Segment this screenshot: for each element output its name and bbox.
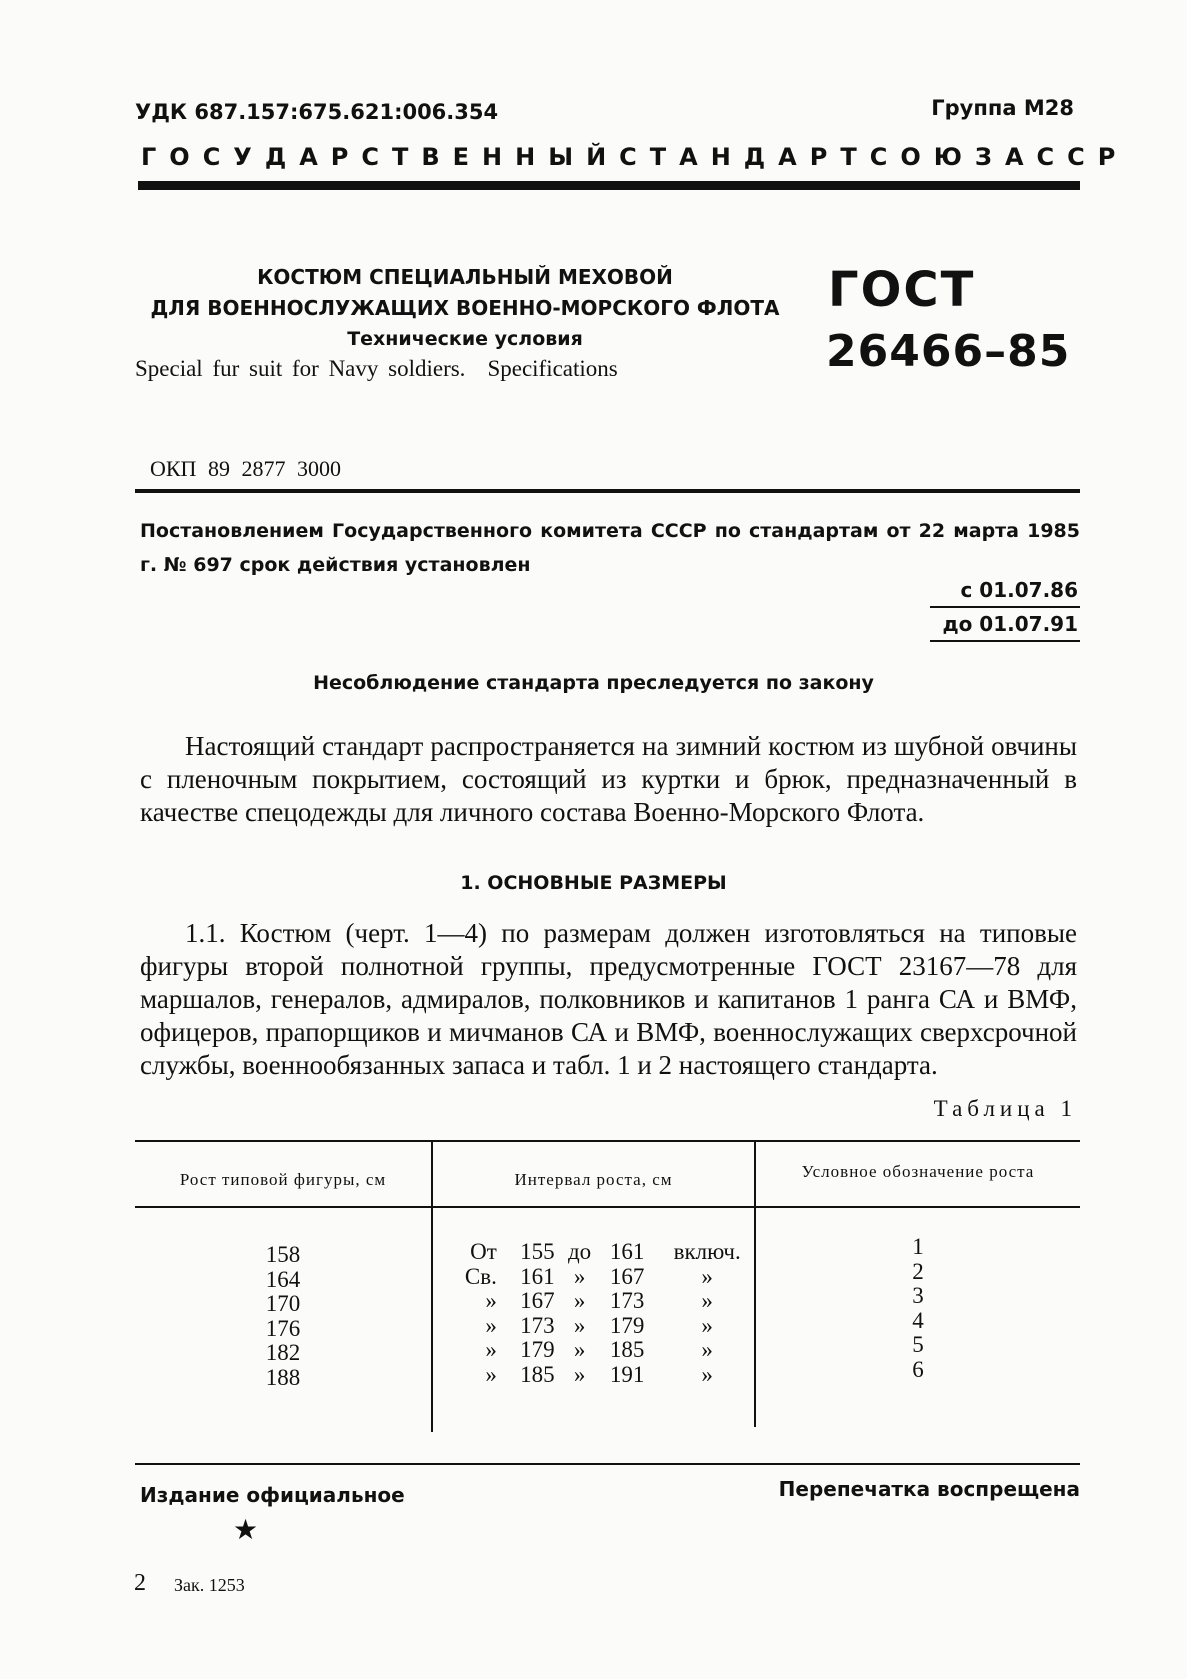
interval-prefix: »: [485, 1312, 497, 1338]
table-cell: 176: [265, 1315, 301, 1341]
interval-from: 173: [520, 1312, 555, 1338]
banner-word-4: ССР: [1036, 143, 1129, 171]
interval-to: 167: [609, 1263, 645, 1289]
law-notice: Несоблюдение стандарта преследуется по закону: [313, 672, 874, 694]
decree-text: Постановлением Государственного комитета СССР по стандартам от 22 марта 1985 г. № 697 срок действия установлен: [140, 520, 1080, 576]
interval-from: 161: [520, 1263, 555, 1289]
interval-suffix: »: [701, 1288, 713, 1313]
interval-prefix: »: [485, 1361, 497, 1387]
title-line-1: КОСТЮМ СПЕЦИАЛЬНЫЙ МЕХОВОЙ: [257, 265, 673, 289]
table-column-heights: [135, 1243, 431, 1390]
table-label: Таблица 1: [933, 1096, 1077, 1121]
title-block: [135, 262, 795, 384]
reprint-notice: Перепечатка воспрещена: [778, 1477, 1080, 1501]
interval-from: 185: [520, 1361, 555, 1387]
banner-word-3: СОЮЗА: [869, 143, 1037, 171]
table-header-rule: [135, 1206, 1080, 1208]
subtitle: Технические условия: [347, 328, 583, 350]
english-title-sub: Specifications: [487, 356, 618, 381]
udk-code: УДК 687.157:675.621:006.354: [135, 100, 499, 124]
spacer: [644, 1363, 664, 1388]
table-column-codes: [756, 1235, 1080, 1382]
interval-suffix: »: [701, 1312, 713, 1338]
validity-dates: [930, 574, 1080, 642]
table-row: [445, 1314, 750, 1339]
table-cell: 3: [912, 1283, 924, 1308]
okp-code: ОКП 89 2877 3000: [150, 456, 341, 481]
table-cell: 164: [265, 1266, 301, 1292]
interval-prefix: »: [485, 1337, 497, 1362]
table-header-code: Условное обозначение роста: [801, 1162, 1035, 1181]
footer-rule: [135, 1463, 1080, 1465]
interval-suffix: »: [701, 1361, 713, 1387]
section-paragraph: 1.1. Костюм (черт. 1—4) по размерам должен изготовляться на типовые фигуры второй полнотной группы, предусмотренные ГОСТ 23167—78 для маршалов, генералов, адмиралов, полковников и капитанов 1 ранга СА и ВМФ, офицеров, прапорщиков и мичманов СА и ВМФ, военнослужащих сверхсрочной службы, военнообязанных запаса и табл. 1 и 2 настоящего стандарта.: [140, 918, 1077, 1080]
interval-sep: »: [573, 1263, 586, 1289]
table-column-intervals: [445, 1240, 750, 1387]
interval-suffix: »: [701, 1263, 713, 1289]
table-header-height: Рост типовой фигуры, см: [179, 1170, 387, 1189]
valid-to: до 01.07.91: [930, 606, 1080, 642]
table-cell: 5: [912, 1332, 924, 1357]
interval-to: 179: [609, 1312, 645, 1338]
interval-from: 167: [520, 1288, 555, 1313]
interval-to: 161: [609, 1239, 645, 1264]
english-title: [135, 354, 795, 384]
interval-to: 185: [609, 1337, 645, 1362]
interval-prefix: От: [470, 1239, 497, 1264]
table-cell: 182: [265, 1340, 301, 1365]
spacer: [644, 1314, 664, 1339]
banner-word-2: СТАНДАРТ: [619, 143, 870, 171]
table-row: [445, 1289, 750, 1314]
gost-label: ГОСТ: [828, 262, 976, 318]
interval-to: 173: [609, 1288, 645, 1313]
valid-from: с 01.07.86: [960, 578, 1078, 602]
interval-prefix: Св.: [464, 1263, 497, 1289]
interval-suffix: включ.: [673, 1239, 741, 1264]
banner-word-1: ГОСУДАРСТВЕННЫЙ: [141, 143, 620, 171]
state-standard-banner: [141, 143, 1129, 171]
star-icon: ★: [233, 1515, 259, 1546]
title-line-2: ДЛЯ ВОЕННОСЛУЖАЩИХ ВОЕННО-МОРСКОГО ФЛОТА: [150, 296, 780, 320]
interval-prefix: »: [485, 1288, 497, 1313]
english-title-main: Special fur suit for Navy soldiers.: [135, 356, 466, 381]
interval-suffix: »: [701, 1337, 713, 1362]
order-number: Зак. 1253: [174, 1575, 245, 1595]
table-cell: 6: [912, 1356, 924, 1382]
table-row: [445, 1240, 750, 1265]
official-edition: Издание официальное: [140, 1483, 405, 1507]
table-cell: 2: [912, 1258, 924, 1284]
table-header-interval: Интервал роста, см: [514, 1170, 673, 1189]
interval-to: 191: [609, 1361, 645, 1387]
interval-sep: до: [567, 1239, 592, 1264]
table-cell: 188: [265, 1364, 301, 1390]
spacer: [644, 1265, 664, 1290]
interval-sep: »: [573, 1312, 586, 1338]
table-top-rule: [135, 1140, 1080, 1142]
interval-sep: »: [573, 1288, 586, 1313]
spacer: [644, 1338, 664, 1363]
interval-sep: »: [573, 1337, 586, 1362]
table-cell: 158: [265, 1242, 301, 1267]
section-heading: 1. ОСНОВНЫЕ РАЗМЕРЫ: [460, 872, 727, 894]
interval-from: 179: [520, 1337, 555, 1362]
okp-rule: [135, 489, 1080, 493]
spacer: [644, 1289, 664, 1314]
table-cell: 1: [912, 1234, 924, 1259]
table-cell: 170: [265, 1291, 301, 1316]
page-number: 2: [134, 1570, 146, 1596]
group-code: Группа М28: [931, 96, 1074, 120]
table-cell: 4: [912, 1307, 924, 1333]
intro-paragraph: Настоящий стандарт распространяется на зимний костюм из шубной овчины с пленочным покрытием, состоящий из куртки и брюк, предназначенный в качестве спецодежды для личного состава Военно-Морского Флота.: [140, 731, 1077, 827]
interval-sep: »: [573, 1361, 586, 1387]
table-row: [445, 1338, 750, 1363]
table-row: [445, 1265, 750, 1290]
interval-from: 155: [520, 1239, 555, 1264]
spacer: [644, 1240, 664, 1265]
gost-number: 26466–85: [826, 326, 1071, 377]
table-row: [445, 1363, 750, 1388]
header-rule: [138, 181, 1080, 190]
